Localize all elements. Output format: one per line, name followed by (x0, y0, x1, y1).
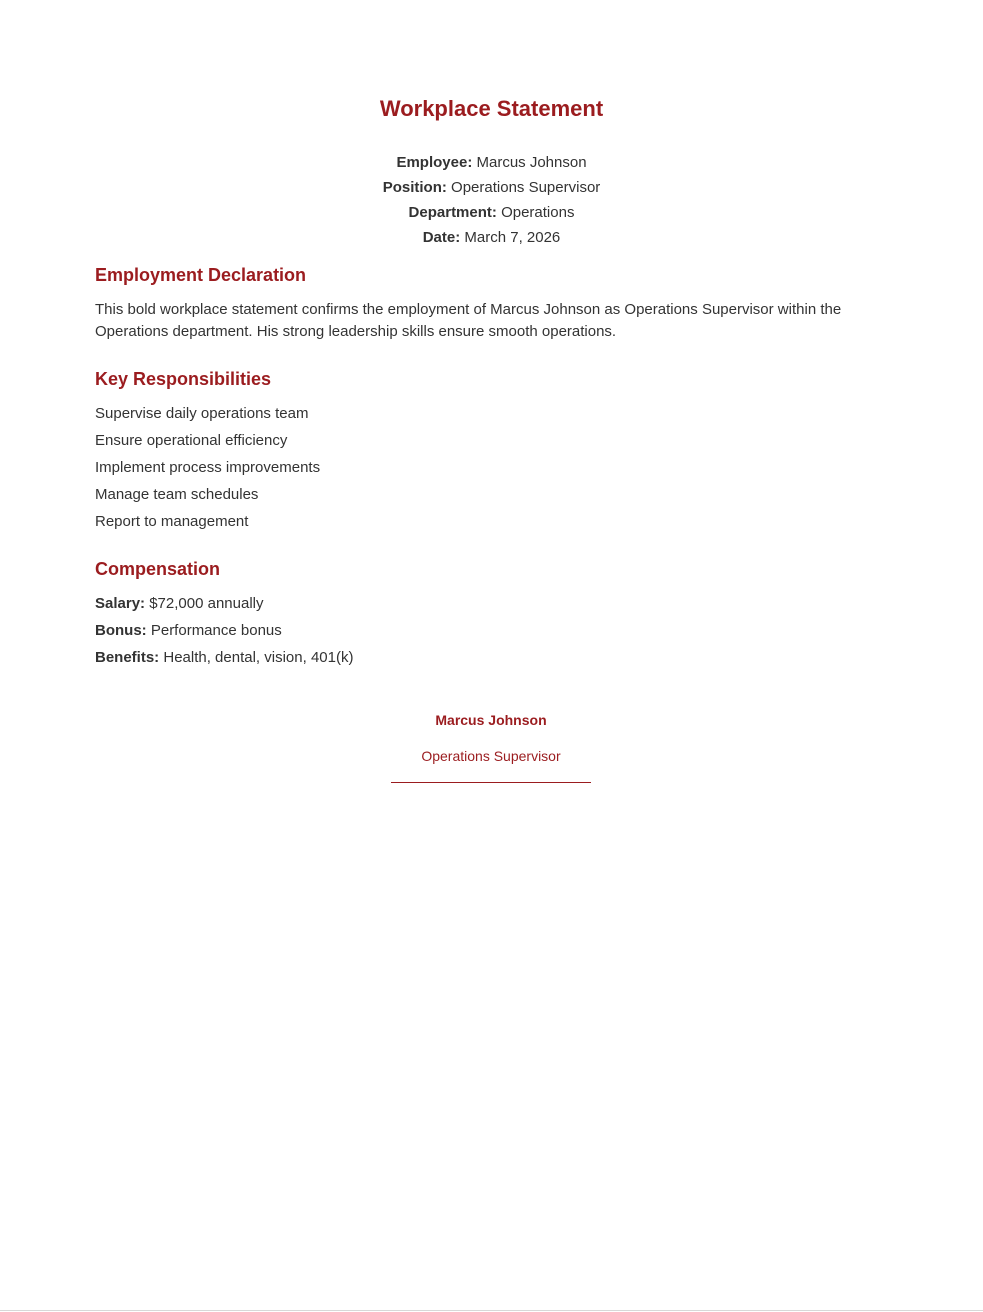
list-item: Manage team schedules (95, 486, 259, 503)
document-title: Workplace Statement (379, 96, 604, 121)
compensation-salary: Salary: $72,000 annually (95, 595, 264, 612)
compensation-benefits: Benefits: Health, dental, vision, 401(k) (95, 649, 354, 666)
employee-meta (0, 150, 983, 250)
list-item: Ensure operational efficiency (95, 432, 288, 449)
meta-date: Date: March 7, 2026 (422, 229, 561, 246)
list-item: Implement process improvements (95, 459, 321, 476)
declaration-text: This bold workplace statement confirms the employment of Marcus Johnson as Operations Supervisor within the Operations department. His strong leadership skills ensure smooth operations. (95, 301, 842, 340)
signature-title: Operations Supervisor (421, 748, 561, 764)
meta-employee: Employee: Marcus Johnson (396, 154, 587, 171)
compensation-bonus: Bonus: Performance bonus (95, 622, 282, 639)
section-heading-compensation: Compensation (95, 559, 221, 579)
signature-line (391, 782, 591, 783)
list-item: Report to management (95, 513, 249, 530)
compensation-list (95, 595, 353, 676)
section-heading-responsibilities: Key Responsibilities (95, 369, 272, 389)
section-heading-declaration: Employment Declaration (95, 265, 307, 285)
responsibilities-list (95, 405, 320, 540)
meta-department: Department: Operations (408, 204, 575, 221)
list-item: Supervise daily operations team (95, 405, 309, 422)
signature-name: Marcus Johnson (435, 712, 547, 728)
meta-position: Position: Operations Supervisor (382, 179, 601, 196)
